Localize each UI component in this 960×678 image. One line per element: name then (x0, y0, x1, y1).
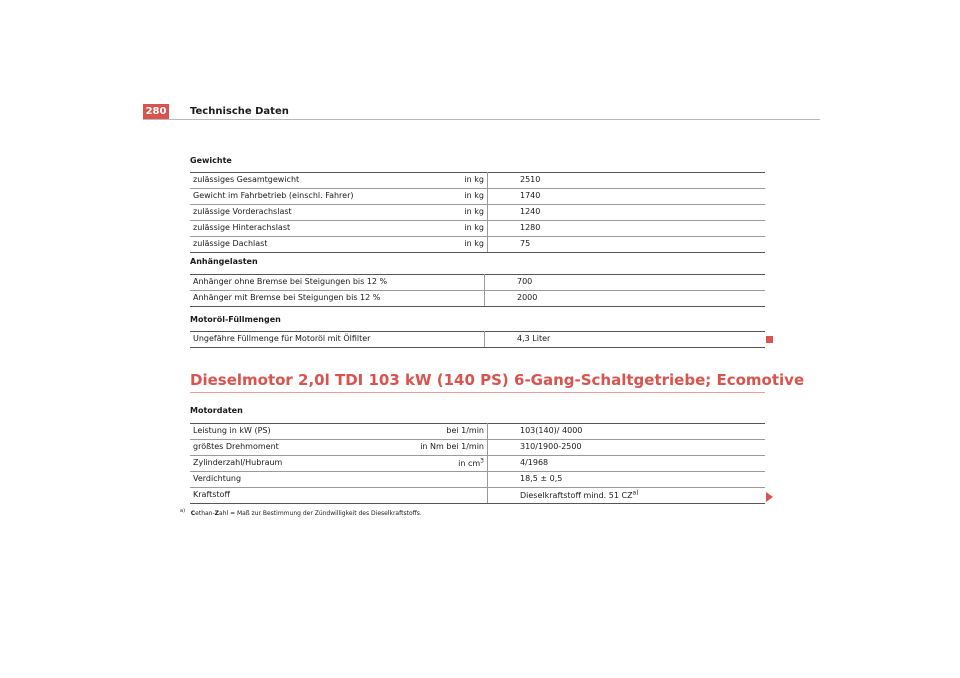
section-label-gewichte: Gewichte (190, 156, 232, 165)
row-value: 75 (488, 237, 766, 253)
table-row (190, 291, 765, 307)
title-rule (190, 392, 765, 393)
table-row (190, 221, 765, 237)
footnote-text-1: ethan- (195, 510, 215, 517)
row-name: zulässige Hinterachslast (190, 221, 406, 237)
table-row (190, 275, 765, 291)
row-unit: in kg (406, 221, 488, 237)
row-name: Anhänger ohne Bremse bei Steigungen bis 12 % (190, 275, 485, 291)
row-value: 1240 (488, 205, 766, 221)
value-text: Dieselkraftstoff mind. 51 CZ (520, 491, 633, 500)
row-name: größtes Drehmoment (190, 440, 406, 456)
row-name: Ungefähre Füllmenge für Motoröl mit Ölfilter (190, 332, 485, 348)
row-name: Zylinderzahl/Hubraum (190, 456, 406, 472)
table-motoroel (190, 331, 765, 348)
row-unit: in kg (406, 189, 488, 205)
row-value: 103(140)/ 4000 (488, 424, 766, 440)
header-title: Technische Daten (190, 106, 289, 117)
page-number: 280 (143, 104, 169, 119)
row-name: zulässige Dachlast (190, 237, 406, 253)
table-row (190, 488, 765, 504)
table-row (190, 173, 765, 189)
footnote-marker: a) (180, 508, 186, 514)
row-unit: bei 1/min (406, 424, 488, 440)
row-unit: in kg (406, 173, 488, 189)
row-value: 2000 (485, 291, 766, 307)
row-unit (406, 456, 488, 472)
row-value: 18,5 ± 0,5 (488, 472, 766, 488)
table-anhaengelasten (190, 274, 765, 307)
table-row (190, 189, 765, 205)
row-value: 1740 (488, 189, 766, 205)
row-unit: in kg (406, 205, 488, 221)
table-row (190, 424, 765, 440)
footnote-letter-z: Z (214, 510, 220, 517)
row-name: Verdichtung (190, 472, 406, 488)
row-name: Gewicht im Fahrbetrieb (einschl. Fahrer) (190, 189, 406, 205)
row-value: 700 (485, 275, 766, 291)
table-motordaten (190, 423, 765, 504)
unit-text: in cm (458, 459, 481, 468)
row-unit (406, 488, 488, 504)
row-name: zulässige Vorderachslast (190, 205, 406, 221)
row-value: 1280 (488, 221, 766, 237)
table-gewichte (190, 172, 765, 253)
row-value: 4/1968 (488, 456, 766, 472)
section-end-marker (766, 336, 773, 343)
row-unit: in kg (406, 237, 488, 253)
table-row (190, 332, 765, 348)
row-name: Leistung in kW (PS) (190, 424, 406, 440)
row-name: zulässiges Gesamtgewicht (190, 173, 406, 189)
footnote-letter-c: C (190, 510, 196, 517)
row-unit: in Nm bei 1/min (406, 440, 488, 456)
row-name: Kraftstoff (190, 488, 406, 504)
unit-superscript: 3 (480, 457, 484, 465)
footnote (180, 509, 422, 518)
table-row (190, 472, 765, 488)
table-row (190, 237, 765, 253)
header-rule (143, 119, 820, 120)
table-row (190, 440, 765, 456)
section-label-motoroel: Motoröl-Füllmengen (190, 315, 281, 324)
footnote-text-2: ahl = Maß zur Bestimmung der Zündwilligkeit des Dieselkraftstoffs. (219, 510, 422, 517)
row-name: Anhänger mit Bremse bei Steigungen bis 12 % (190, 291, 485, 307)
continue-arrow-icon (766, 492, 773, 502)
engine-section-title: Dieselmotor 2,0l TDI 103 kW (140 PS) 6-Gang-Schaltgetriebe; Ecomotive (190, 371, 805, 389)
row-unit (406, 472, 488, 488)
table-row (190, 205, 765, 221)
section-label-anhaengelasten: Anhängelasten (190, 257, 258, 266)
section-label-motordaten: Motordaten (190, 406, 243, 415)
footnote-reference: a) (632, 489, 639, 497)
row-value: 310/1900-2500 (488, 440, 766, 456)
table-row (190, 456, 765, 472)
row-value: 4,3 Liter (485, 332, 766, 348)
row-value (488, 488, 766, 504)
row-value: 2510 (488, 173, 766, 189)
